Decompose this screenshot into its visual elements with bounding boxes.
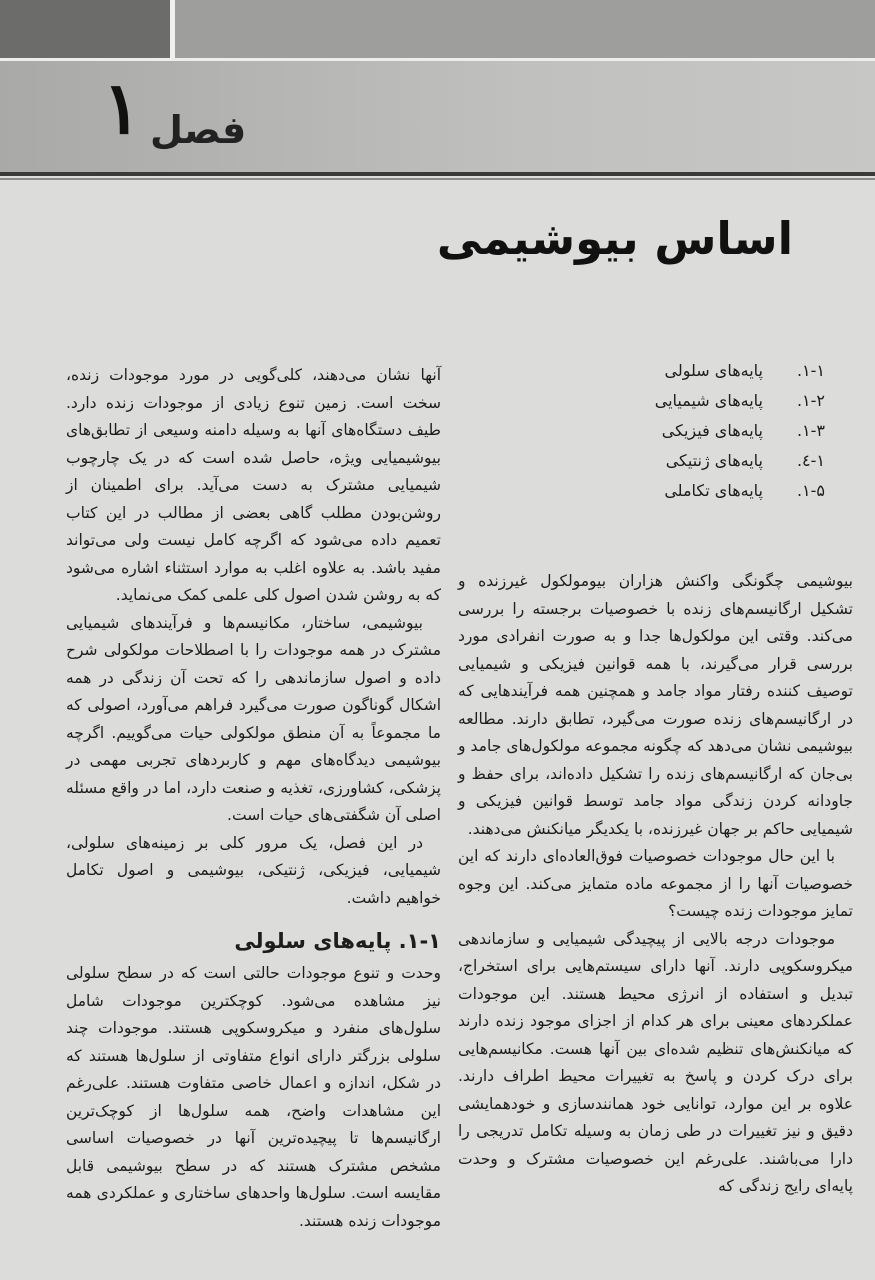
- section-heading: ۱-۱. پایه‌های سلولی: [234, 929, 441, 953]
- toc-number: ۱-٤.: [796, 451, 825, 470]
- toc-number: ۱-۱.: [796, 361, 825, 380]
- toc-label: پایه‌های تکاملی: [664, 481, 763, 500]
- toc-label: پایه‌های سلولی: [664, 361, 763, 380]
- toc-label: پایه‌های فیزیکی: [661, 421, 763, 440]
- body-paragraph: آنها نشان می‌دهند، کلی‌گویی در مورد موجودات زنده، سخت است. زمین تنوع زیادی از موجودات زنده دارد. طیف دستگاه‌های آنها به وسیله دامنه وسیعی از تطابق‌های بیوشیمیایی ویژه، حاصل شده است که در یک چارچوب شیمیایی مشترک به دست می‌آید. برای اطمینان از روشن‌بودن مطلب گاهی بعضی از مطالب در این کتاب تعمیم داده می‌شود که اگرچه کامل نیست ولی می‌تواند مفید باشد. به علاوه اغلب به موارد استثناء اشاره می‌شود که به روشن شدن اصول کلی علمی کمک می‌نماید.: [66, 366, 441, 604]
- body-paragraph: وحدت و تنوع موجودات حالتی است که در سطح سلولی نیز مشاهده می‌شود. کوچکترین موجودات شامل سلول‌های منفرد و میکروسکوپی هستند. موجودات چند سلولی بزرگتر دارای انواع متفاوتی از سلول‌ها هستند که در شکل، اندازه و اعمال خاصی متفاوت هستند. علی‌رغم این مشاهدات واضح، همه سلول‌ها از کوچک‌ترین ارگانیسم‌ها تا پیچیده‌ترین آنها در خصوصیات اساسی مشخص مشترک هستند که در سطح بیوشیمی قابل مقایسه است. سلول‌ها واحدهای ساختاری و عملکردی همه موجودات زنده هستند.: [66, 964, 441, 1230]
- toc-number: ۱-۲.: [796, 391, 825, 410]
- chapter-number: ۱: [102, 65, 142, 150]
- body-paragraph: در این فصل، یک مرور کلی بر زمینه‌های سلولی، شیمیایی، فیزیکی، ژنتیکی، بیوشیمی و اصول تکامل خواهیم داشت.: [66, 833, 441, 907]
- toc-item: [565, 416, 825, 446]
- toc-item: [565, 476, 825, 506]
- top-dark-block: [0, 0, 170, 58]
- left-text-column: [66, 362, 441, 1235]
- toc-label: پایه‌های شیمیایی: [654, 391, 763, 410]
- body-paragraph: موجودات درجه بالایی از پیچیدگی شیمیایی و سازماندهی میکروسکوپی دارند. آنها دارای سیستم‌هایی برای استخراج، تبدیل و استفاده از انرژی محیط هستند. این موجودات عملکردهای معینی برای هر کدام از اجزای موجود زنده دارند که میانکنش‌های تنظیم شده‌ای بین آنها هست. مکانیسم‌هایی برای درک کردن و پاسخ به تغییرات محیط اطراف دارند. علاوه بر این موارد، توانایی خود همانندسازی و خودهمایشی دقیق و نیز تغییرات در طی زمان به وسیله تکامل تدریجی را دارا می‌باشند. علی‌رغم این خصوصیات مشترک و وحدت پایه‌ای رایج زندگی که: [458, 929, 853, 1195]
- body-paragraph: با این حال موجودات خصوصیات فوق‌العاده‌ای دارند که این خصوصیات آنها را از مجموعه ماده متمایز می‌کند. این وجوه تمایز موجودات زنده چیست؟: [458, 847, 853, 920]
- header-rule-thick: [0, 172, 875, 176]
- chapter-contents-list: [565, 356, 825, 506]
- page-title: اساس بیوشیمی: [436, 212, 793, 265]
- toc-number: ۱-۳.: [796, 421, 825, 440]
- body-paragraph: بیوشیمی، ساختار، مکانیسم‌ها و فرآیندهای شیمیایی مشترک در همه موجودات را با اصطلاحات مولکولی شرح داده و اصول سازماندهی را که تحت آن زندگی در همه اشکال گوناگون صورت می‌گیرد فراهم می‌آورد، اصولی که ما مجموعاً به آن منطق مولکولی حیات می‌گوییم. اگرچه بیوشیمی دیدگاه‌های مهم و کاربردهای تجربی مهمی در پزشکی، کشاورزی، تغذیه و صنعت دارد، اما در واقع مسئله اصلی آن شگفتی‌های حیات است.: [66, 613, 441, 824]
- toc-item: [565, 386, 825, 416]
- toc-item: [565, 356, 825, 386]
- toc-label: پایه‌های ژنتیکی: [665, 451, 763, 470]
- body-paragraph: بیوشیمی چگونگی واکنش هزاران بیومولکول غیرزنده و تشکیل ارگانیسم‌های زنده با خصوصیات برجسته را بررسی می‌کند. وقتی این مولکول‌ها جدا و به صورت انفرادی مورد بررسی قرار می‌گیرند، با همه قوانین فیزیکی و شیمیایی توصیف کننده رفتار مواد جامد و همچنین همه فرآیندهایی که در ارگانیسم‌های زنده صورت می‌گیرد، تطابق دارند. مطالعه بیوشیمی نشان می‌دهد که چگونه مجموعه مولکول‌های جامد و بی‌جان که ارگانیسم‌های زنده را تشکیل داده‌اند، برای حفظ و جاودانه کردن زندگی مواد جامد توسط قوانین فیزیکی و شیمیایی حاکم بر جهان غیرزنده، با یکدیگر میانکنش می‌دهند.: [458, 572, 853, 838]
- right-text-column: [458, 568, 853, 1201]
- toc-item: [565, 446, 825, 476]
- top-light-block: [175, 0, 875, 58]
- header-rule-thin: [0, 178, 875, 180]
- toc-number: ۱-۵.: [796, 481, 825, 500]
- chapter-label: فصل: [150, 108, 247, 152]
